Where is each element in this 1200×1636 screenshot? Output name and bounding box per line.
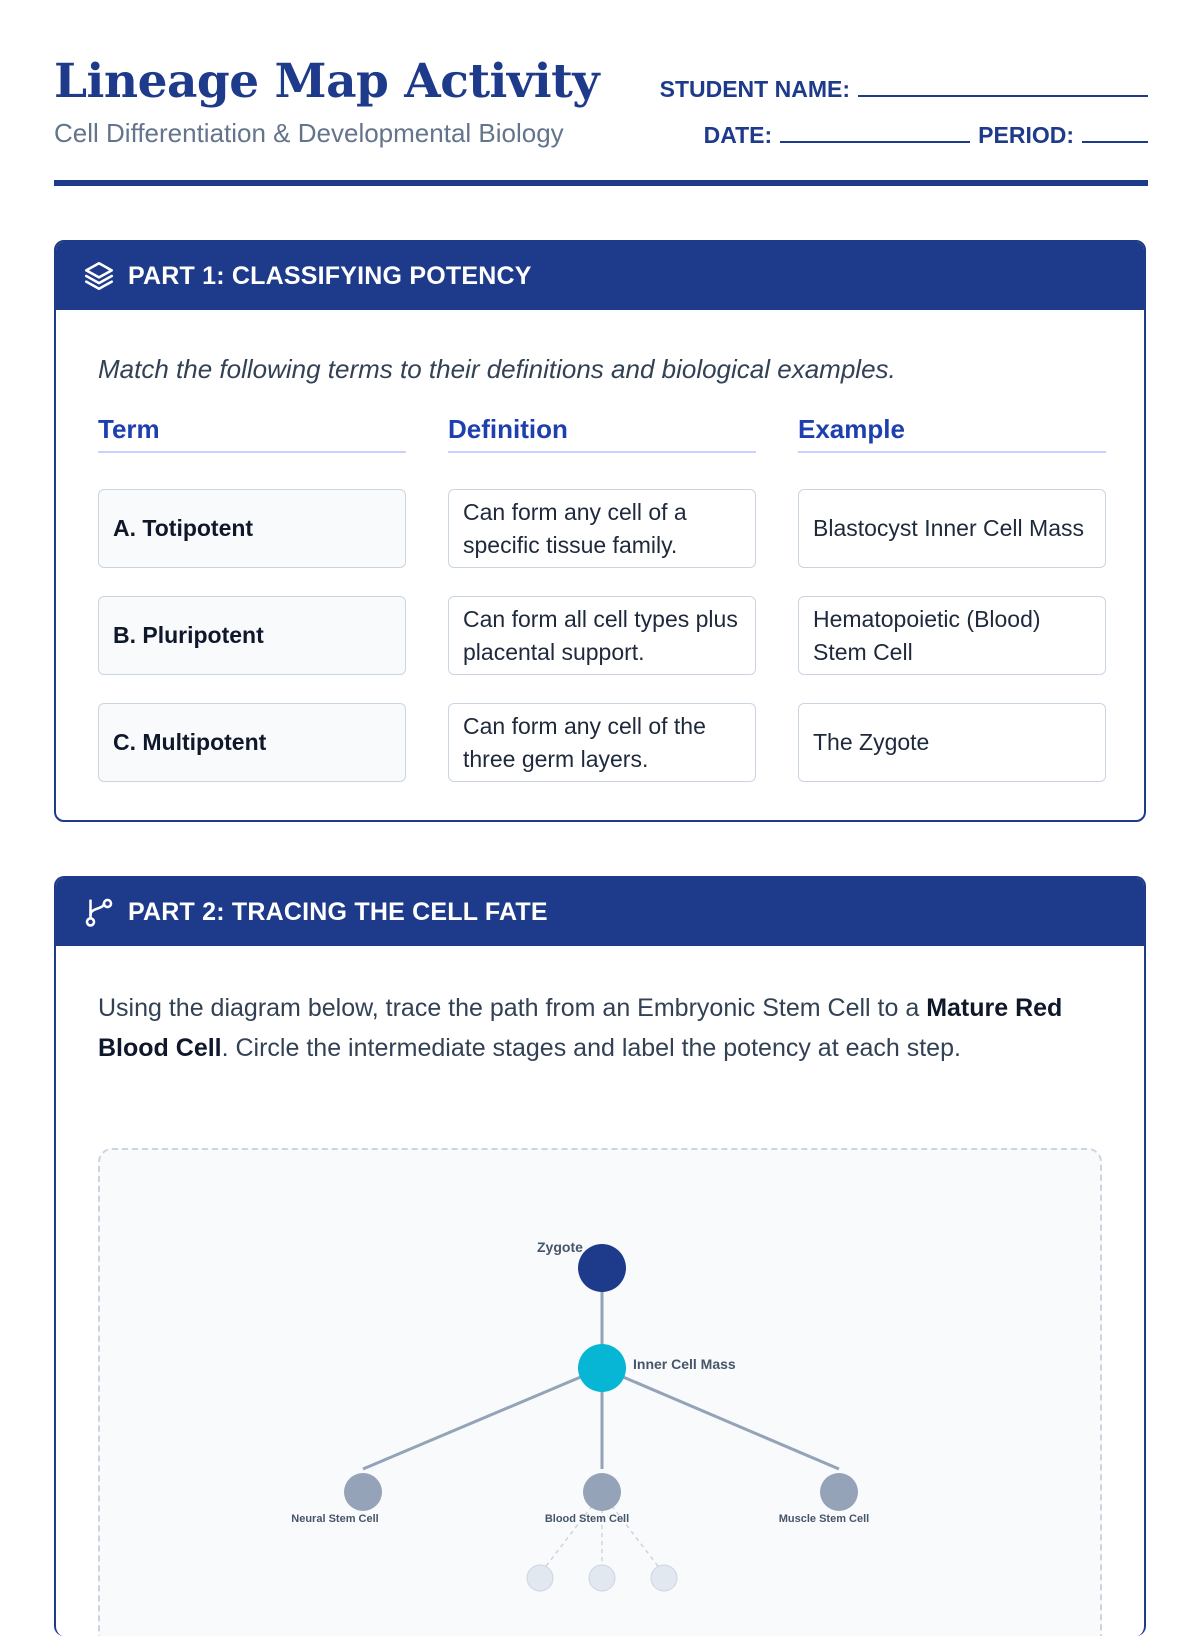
part2-instructions — [98, 988, 1108, 1068]
date-period-row — [628, 120, 1148, 150]
part2-header — [56, 878, 1144, 946]
neural-stem-cell-node[interactable] — [344, 1473, 382, 1511]
inner-cell-mass-label: Inner Cell Mass — [633, 1356, 736, 1372]
definition-card-1[interactable]: Can form any cell of a specific tissue family. — [448, 489, 756, 568]
blood-stem-cell-node[interactable] — [583, 1473, 621, 1511]
blood-progenitor-node-3[interactable] — [651, 1565, 677, 1591]
connector-icm-neural — [363, 1368, 602, 1469]
muscle-stem-cell-node[interactable] — [820, 1473, 858, 1511]
example-card-2[interactable]: Hematopoietic (Blood) Stem Cell — [798, 596, 1106, 675]
part1-section — [54, 240, 1146, 822]
muscle-stem-cell-label: Muscle Stem Cell — [778, 1513, 870, 1525]
lineage-diagram-area[interactable] — [98, 1148, 1102, 1636]
term-card-c[interactable]: C. Multipotent — [98, 703, 406, 782]
part1-heading: PART 1: CLASSIFYING POTENCY — [128, 261, 532, 290]
date-label: DATE: — [703, 122, 773, 148]
part2-instructions-target: Mature Red Blood Cell — [98, 994, 1063, 1062]
branch-icon — [82, 895, 116, 929]
part2-section — [54, 876, 1146, 1636]
definition-card-3[interactable]: Can form any cell of the three germ layers. — [448, 703, 756, 782]
part2-heading: PART 2: TRACING THE CELL FATE — [128, 897, 548, 926]
neural-stem-cell-label: Neural Stem Cell — [291, 1513, 379, 1525]
date-field[interactable] — [780, 121, 970, 143]
part1-instructions: Match the following terms to their definitions and biological examples. — [98, 354, 896, 384]
period-field[interactable] — [1082, 121, 1148, 143]
column-header-example: Example — [798, 414, 1106, 453]
zygote-label: Zygote — [537, 1239, 583, 1255]
connector-icm-muscle — [602, 1368, 839, 1469]
inner-cell-mass-node[interactable] — [578, 1344, 626, 1392]
definition-card-2[interactable]: Can form all cell types plus placental support. — [448, 596, 756, 675]
zygote-node[interactable] — [578, 1244, 626, 1292]
lineage-diagram — [100, 1150, 1104, 1636]
student-name-row — [628, 74, 1148, 104]
worksheet-header — [54, 52, 1148, 182]
part1-header — [56, 242, 1144, 310]
student-name-field[interactable] — [858, 75, 1148, 97]
header-divider — [54, 180, 1148, 186]
example-card-3[interactable]: The Zygote — [798, 703, 1106, 782]
part2-instructions-pre: Using the diagram below, trace the path from an Embryonic Stem Cell to a — [98, 994, 927, 1022]
blood-progenitor-node-2[interactable] — [589, 1565, 615, 1591]
page-subtitle: Cell Differentiation & Developmental Biology — [54, 118, 564, 148]
term-card-b[interactable]: B. Pluripotent — [98, 596, 406, 675]
student-name-label: STUDENT NAME: — [659, 76, 850, 102]
period-label: PERIOD: — [978, 122, 1074, 148]
blood-stem-cell-label: Blood Stem Cell — [544, 1513, 630, 1525]
student-info-fields — [628, 74, 1148, 166]
layers-icon — [82, 259, 116, 293]
example-card-1[interactable]: Blastocyst Inner Cell Mass — [798, 489, 1106, 568]
column-header-term: Term — [98, 414, 406, 453]
blood-progenitor-node-1[interactable] — [527, 1565, 553, 1591]
term-card-a[interactable]: A. Totipotent — [98, 489, 406, 568]
part2-instructions-post: . Circle the intermediate stages and label the potency at each step. — [221, 1034, 961, 1062]
column-header-definition: Definition — [448, 414, 756, 453]
page-title: Lineage Map Activity — [54, 54, 600, 109]
